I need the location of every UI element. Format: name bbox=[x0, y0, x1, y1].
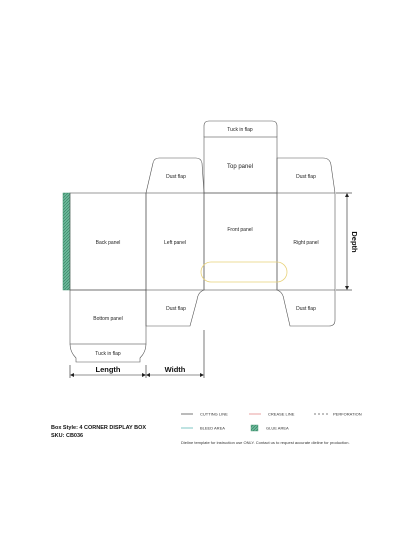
perforation-legend: PERFORATION bbox=[333, 411, 362, 417]
dust-flap-upper-left-label: Dust flap bbox=[166, 174, 186, 180]
cutting-line-legend: CUTTING LINE bbox=[200, 411, 228, 417]
window-guide bbox=[201, 262, 287, 282]
depth-label: Depth bbox=[350, 231, 359, 253]
bottom-panel-label: Bottom panel bbox=[93, 316, 123, 322]
crease-line-legend: CREASE LINE bbox=[268, 411, 295, 417]
length-label: Length bbox=[95, 365, 121, 374]
back-panel-label: Back panel bbox=[95, 240, 121, 246]
box-style-text: Box Style: 4 CORNER DISPLAY BOX bbox=[51, 425, 147, 431]
bleed-area-legend: BLEED AREA bbox=[200, 425, 225, 431]
left-panel-label: Left panel bbox=[164, 240, 186, 246]
width-label: Width bbox=[164, 365, 186, 374]
dust-flap-lower-right-label: Dust flap bbox=[296, 306, 316, 312]
front-panel-label: Front panel bbox=[227, 227, 253, 233]
glue-area bbox=[63, 193, 70, 290]
dust-flap-upper-right-label: Dust flap bbox=[296, 174, 316, 180]
right-panel-label: Right panel bbox=[293, 240, 319, 246]
sku-text: SKU: CB036 bbox=[51, 433, 84, 439]
dust-flap-lower-left-label: Dust flap bbox=[166, 306, 186, 312]
tuck-top-label: Tuck in flap bbox=[227, 127, 253, 133]
top-panel-label: Top panel bbox=[226, 164, 254, 170]
glue-area-swatch bbox=[251, 425, 258, 431]
glue-area-legend: GLUE AREA bbox=[266, 425, 289, 431]
front-panel bbox=[204, 193, 277, 290]
tuck-bottom-label: Tuck in flap bbox=[95, 351, 121, 357]
dieline-note: Dieline template for instruction use ONLY. Contact us to request accurate dieline for production. bbox=[181, 440, 350, 445]
